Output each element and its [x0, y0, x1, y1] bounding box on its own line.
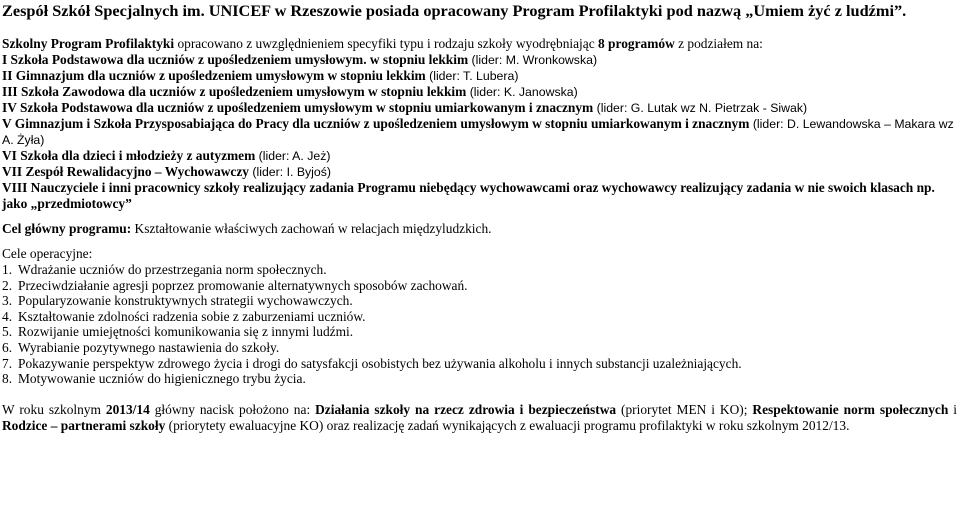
program-leader: (lider: D. Lewandowska – Makara wz A. Żyła) [2, 117, 954, 147]
list-item-text: Pokazywanie perspektyw zdrowego życia i drogi do satysfakcji osobistych bez używania alkoholu i innych substancji uzależniających. [18, 355, 742, 371]
intro-text: opracowano z uwzględnieniem specyfiki typu i rodzaju szkoły wyodrębniając [174, 36, 599, 51]
list-item-number: 7. [2, 355, 13, 371]
intro-program-name: Szkolny Program Profilaktyki [2, 36, 175, 51]
main-goal [2, 221, 957, 237]
list-item-number: 3. [2, 293, 13, 309]
list-item-text: Przeciwdziałanie agresji poprzez promowanie alternatywnych sposobów zachowań. [18, 277, 468, 293]
intro-paragraph [2, 36, 957, 52]
list-item [2, 262, 957, 278]
program-item [2, 180, 957, 212]
main-goal-label: Cel główny programu: [2, 221, 132, 236]
program-name: VII Zespół Rewalidacyjno – Wychowawczy [2, 164, 249, 179]
program-item [2, 68, 957, 84]
priority-parents-partners: Rodzice – partnerami szkoły [2, 417, 166, 433]
list-item-text: Kształtowanie zdolności radzenia sobie z zaburzeniami uczniów. [18, 308, 366, 324]
list-item [2, 278, 957, 294]
closing-text: (priorytet MEN i KO); [616, 401, 753, 417]
list-item-number: 5. [2, 324, 13, 340]
program-item [2, 164, 957, 180]
program-name: VIII Nauczyciele i inni pracownicy szkoły realizujący zadania Programu niebędący wychowawcami oraz wychowawcy realizujący zadania w nie swoich klasach np. jako „przedmiotowcy” [2, 180, 935, 211]
list-item-number: 2. [2, 277, 13, 293]
document-page [2, 0, 957, 434]
program-name: III Szkoła Zawodowa dla uczniów z upośledzeniem umysłowym w stopniu lekkim [2, 84, 467, 99]
list-item [2, 356, 957, 372]
list-item-text: Popularyzowanie konstruktywnych strategii wychowawczych. [18, 293, 353, 309]
list-item [2, 371, 957, 387]
closing-text: główny nacisk położono na: [149, 401, 316, 417]
list-item [2, 293, 957, 309]
program-item [2, 116, 957, 148]
program-item [2, 52, 957, 68]
list-item-number: 8. [2, 371, 13, 387]
school-year: 2013/14 [105, 401, 150, 417]
operational-goals-list [2, 262, 957, 387]
document-heading: Zespół Szkół Specjalnych im. UNICEF w Rzeszowie posiada opracowany Program Profilaktyki pod nazwą „Umiem żyć z ludźmi”. [2, 1, 907, 20]
program-leader: (lider: A. Jeż) [255, 149, 331, 163]
intro-text-end: z podziałem na: [674, 36, 763, 51]
program-leader: (lider: K. Janowska) [466, 85, 578, 99]
closing-text: (priorytety ewaluacyjne KO) oraz realizację zadań wynikających z ewaluacji programu profilaktyki w roku szkolnym 2012/13. [165, 417, 850, 433]
priority-health-safety: Działania szkoły na rzecz zdrowia i bezpieczeństwa [315, 401, 617, 417]
list-item-text: Wyrabianie pozytywnego nastawienia do szkoły. [18, 339, 280, 355]
program-leader: (lider: G. Lutak wz N. Pietrzak - Siwak) [593, 101, 808, 115]
closing-text: i [948, 401, 957, 417]
program-leader: (lider: I. Byjoś) [248, 165, 331, 179]
list-item-text: Wdrażanie uczniów do przestrzegania norm społecznych. [18, 262, 327, 277]
program-item [2, 100, 957, 116]
list-item [2, 340, 957, 356]
list-item-text: Motywowanie uczniów do higienicznego trybu życia. [18, 371, 306, 387]
list-item-number: 6. [2, 339, 13, 355]
program-name: V Gimnazjum i Szkoła Przysposabiająca do Pracy dla uczniów z upośledzeniem umysłowym w stopniu umiarkowanym i znacznym [2, 116, 750, 131]
program-name: II Gimnazjum dla uczniów z upośledzeniem umysłowym w stopniu lekkim [2, 68, 426, 83]
operational-goals-label: Cele operacyjne: [2, 246, 93, 261]
program-item [2, 148, 957, 164]
list-item-number: 4. [2, 308, 13, 324]
program-item [2, 84, 957, 100]
list-item [2, 309, 957, 325]
intro-program-count: 8 programów [598, 36, 675, 51]
list-item [2, 324, 957, 340]
priority-social-norms: Respektowanie norm społecznych [752, 401, 949, 417]
closing-text: W roku szkolnym [2, 401, 106, 417]
program-name: IV Szkoła Podstawowa dla uczniów z upośledzeniem umysłowym w stopniu umiarkowanym i znacznym [2, 100, 594, 115]
program-leader: (lider: M. Wronkowska) [468, 53, 598, 67]
main-goal-text: Kształtowanie właściwych zachowań w relacjach międzyludzkich. [131, 221, 492, 236]
closing-paragraph [2, 402, 957, 434]
list-item-number: 1. [2, 262, 13, 277]
program-name: VI Szkoła dla dzieci i młodzieży z autyzmem [2, 148, 256, 163]
program-name: I Szkoła Podstawowa dla uczniów z upośledzeniem umysłowym. w stopniu lekkim [2, 52, 469, 67]
program-leader: (lider: T. Lubera) [425, 69, 519, 83]
list-item-text: Rozwijanie umiejętności komunikowania się z innymi ludźmi. [18, 324, 354, 340]
